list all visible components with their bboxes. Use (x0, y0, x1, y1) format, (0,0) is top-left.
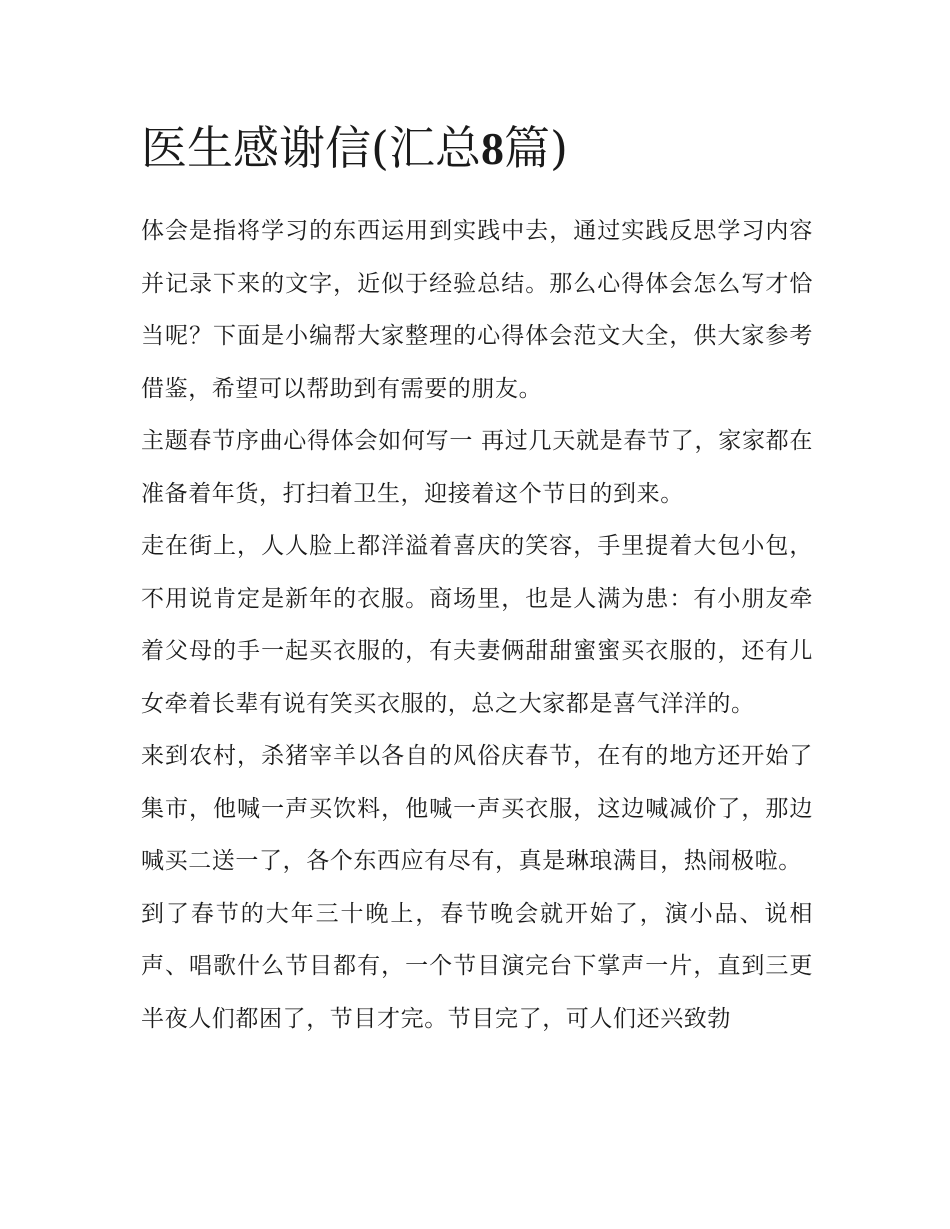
title-prefix: 医生感谢信(汇总 (141, 121, 481, 175)
title-suffix: 篇) (503, 121, 568, 175)
paragraph-intro: 体会是指将学习的东西运用到实践中去，通过实践反思学习内容并记录下来的文字，近似于经验总结。那么心得体会怎么写才恰当呢？下面是小编帮大家整理的心得体会范文大全，供大家参考借鉴，希望可以帮助到有需要的朋友。 (141, 218, 813, 402)
paragraph-street: 走在街上，人人脸上都洋溢着喜庆的笑容，手里提着大包小包，不用说肯定是新年的衣服。商场里，也是人满为患：有小朋友牵着父母的手一起买衣服的，有夫妻俩甜甜蜜蜜买衣服的，还有儿女牵着长辈有说有笑买衣服的，总之大家都是喜气洋洋的。 (141, 533, 813, 717)
paragraph-new-year-eve: 到了春节的大年三十晚上，春节晚会就开始了，演小品、说相声、唱歌什么节目都有，一个节目演完台下掌声一片，直到三更半夜人们都困了，节目才完。节目完了，可人们还兴致勃 (141, 900, 813, 1032)
paragraph-topic: 主题春节序曲心得体会如何写一 再过几天就是春节了，家家都在准备着年货，打扫着卫生，迎接着这个节日的到来。 (141, 428, 813, 507)
paragraph-countryside: 来到农村，杀猪宰羊以各自的风俗庆春节，在有的地方还开始了集市，他喊一声买饮料，他喊一声买衣服，这边喊减价了，那边喊买二送一了，各个东西应有尽有，真是琳琅满目，热闹极啦。 (141, 743, 813, 874)
document-content (141, 120, 813, 1045)
document-title (141, 120, 813, 177)
title-number: 8 (480, 123, 504, 174)
document-body (141, 205, 813, 1045)
